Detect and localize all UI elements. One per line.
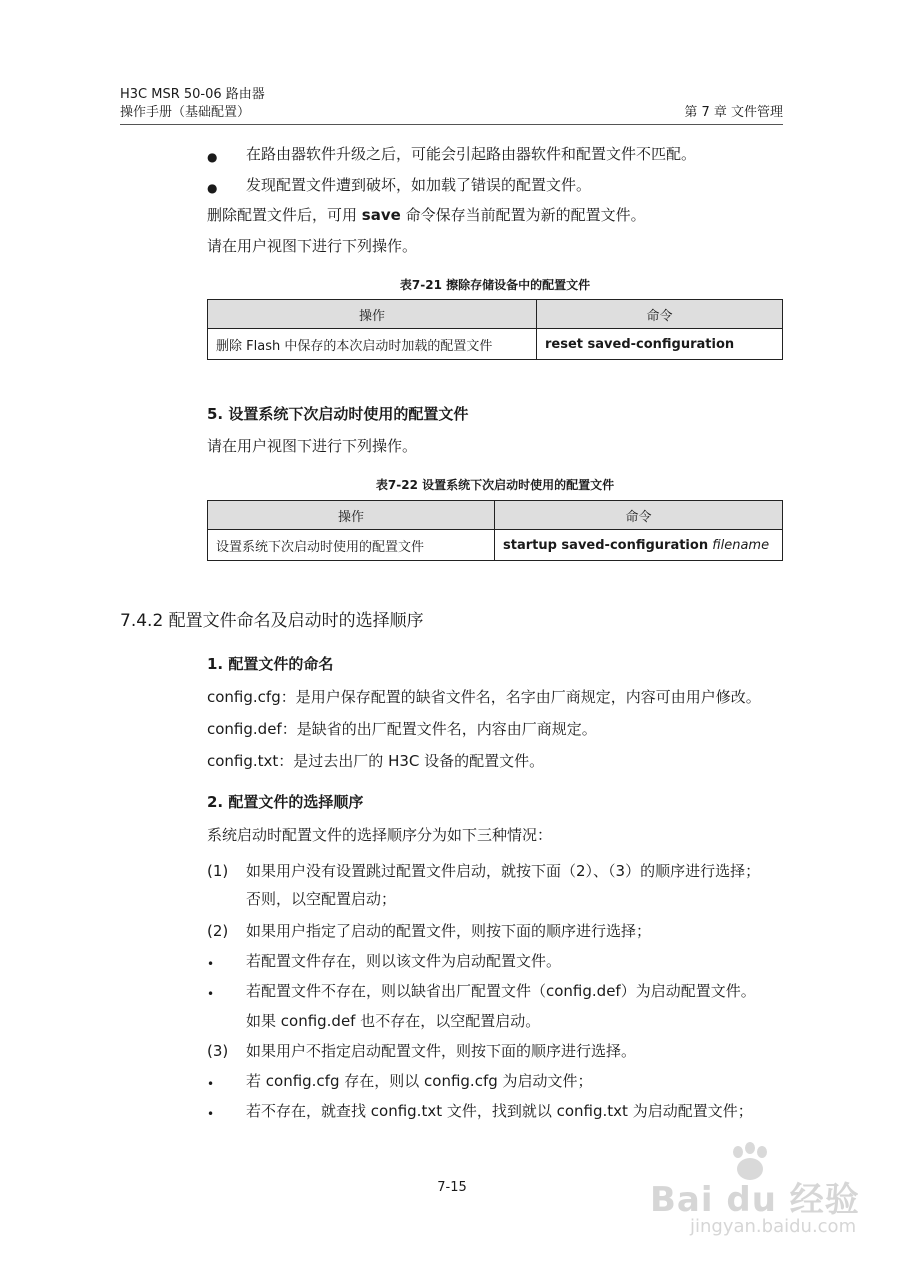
table-21-header-cmd: 命令 — [537, 300, 783, 329]
bullet-icon: • — [207, 1107, 215, 1121]
sub2-title: 2. 配置文件的选择顺序 — [207, 793, 364, 811]
naming-txt: config.txt：是过去出厂的 H3C 设备的配置文件。 — [207, 752, 545, 770]
sub1-title: 1. 配置文件的命名 — [207, 655, 334, 673]
table-21-caption: 表7-21 擦除存储设备中的配置文件 — [399, 278, 591, 292]
table-22-header-cmd: 命令 — [495, 501, 783, 530]
order-item-2b-line-1: 若配置文件不存在，则以缺省出厂配置文件（config.def）为启动配置文件。 — [246, 982, 756, 1000]
order-intro: 系统启动时配置文件的选择顺序分为如下三种情况： — [207, 826, 553, 844]
order-item-3b: 若不存在，就查找 config.txt 文件，找到就以 config.txt 为启动配置文件； — [246, 1102, 753, 1120]
order-marker-2: (2) — [207, 922, 229, 940]
para-delete: 删除配置文件后，可用 save 命令保存当前配置为新的配置文件。 — [207, 206, 646, 224]
bullet-icon: • — [207, 987, 215, 1001]
table-22 — [207, 500, 783, 561]
bullet-icon: • — [207, 957, 215, 971]
order-item-3a: 若 config.cfg 存在，则以 config.cfg 为启动文件； — [246, 1072, 593, 1090]
header-divider — [120, 124, 783, 125]
order-item-1-line-2: 否则，以空配置启动； — [246, 890, 397, 908]
table-22-op-cell: 设置系统下次启动时使用的配置文件 — [208, 530, 495, 561]
table-21-cmd-cell: reset saved-configuration — [537, 329, 783, 360]
section-742-title: 7.4.2 配置文件命名及启动时的选择顺序 — [120, 611, 424, 631]
para-userview-2: 请在用户视图下进行下列操作。 — [207, 437, 418, 455]
section-5-title: 5. 设置系统下次启动时使用的配置文件 — [207, 405, 469, 423]
intro-bullet-2: 发现配置文件遭到破坏，如加载了错误的配置文件。 — [246, 176, 592, 194]
watermark-url: jingyan.baidu.com — [690, 1216, 857, 1237]
order-item-1-line-1: 如果用户没有设置跳过配置文件启动，就按下面（2）、（3）的顺序进行选择； — [246, 862, 761, 880]
header-chapter: 第 7 章 文件管理 — [684, 105, 783, 120]
save-command: save — [361, 206, 401, 224]
naming-cfg: config.cfg：是用户保存配置的缺省文件名，名字由厂商规定，内容可由用户修改。 — [207, 688, 761, 706]
table-22-caption: 表7-22 设置系统下次启动时使用的配置文件 — [375, 478, 615, 492]
bullet-icon: ● — [207, 181, 218, 195]
intro-bullet-1: 在路由器软件升级之后，可能会引起路由器软件和配置文件不匹配。 — [246, 145, 697, 163]
filename-arg: filename — [712, 537, 770, 553]
table-21-header-op: 操作 — [208, 300, 537, 329]
table-21 — [207, 299, 783, 360]
naming-def: config.def：是缺省的出厂配置文件名，内容由厂商规定。 — [207, 720, 597, 738]
watermark-brand: Bai du 经验 — [650, 1180, 860, 1220]
bullet-icon: • — [207, 1077, 215, 1091]
order-item-2: 如果用户指定了启动的配置文件，则按下面的顺序进行选择； — [246, 922, 652, 940]
bullet-icon: ● — [207, 150, 218, 164]
table-22-header-op: 操作 — [208, 501, 495, 530]
table-21-op-cell: 删除 Flash 中保存的本次启动时加载的配置文件 — [208, 329, 537, 360]
table-22-cmd-cell — [495, 530, 783, 561]
startup-command: startup saved-configuration — [503, 537, 709, 553]
order-item-3: 如果用户不指定启动配置文件，则按下面的顺序进行选择。 — [246, 1042, 637, 1060]
para-userview-1: 请在用户视图下进行下列操作。 — [207, 237, 418, 255]
header-product: H3C MSR 50-06 路由器 — [120, 87, 265, 102]
order-item-2b-line-2: 如果 config.def 也不存在，以空配置启动。 — [246, 1012, 541, 1030]
page-number: 7-15 — [437, 1180, 467, 1195]
header-manual: 操作手册（基础配置） — [120, 105, 251, 120]
order-item-2a: 若配置文件存在，则以该文件为启动配置文件。 — [246, 952, 562, 970]
order-marker-1: (1) — [207, 862, 229, 880]
order-marker-3: (3) — [207, 1042, 229, 1060]
